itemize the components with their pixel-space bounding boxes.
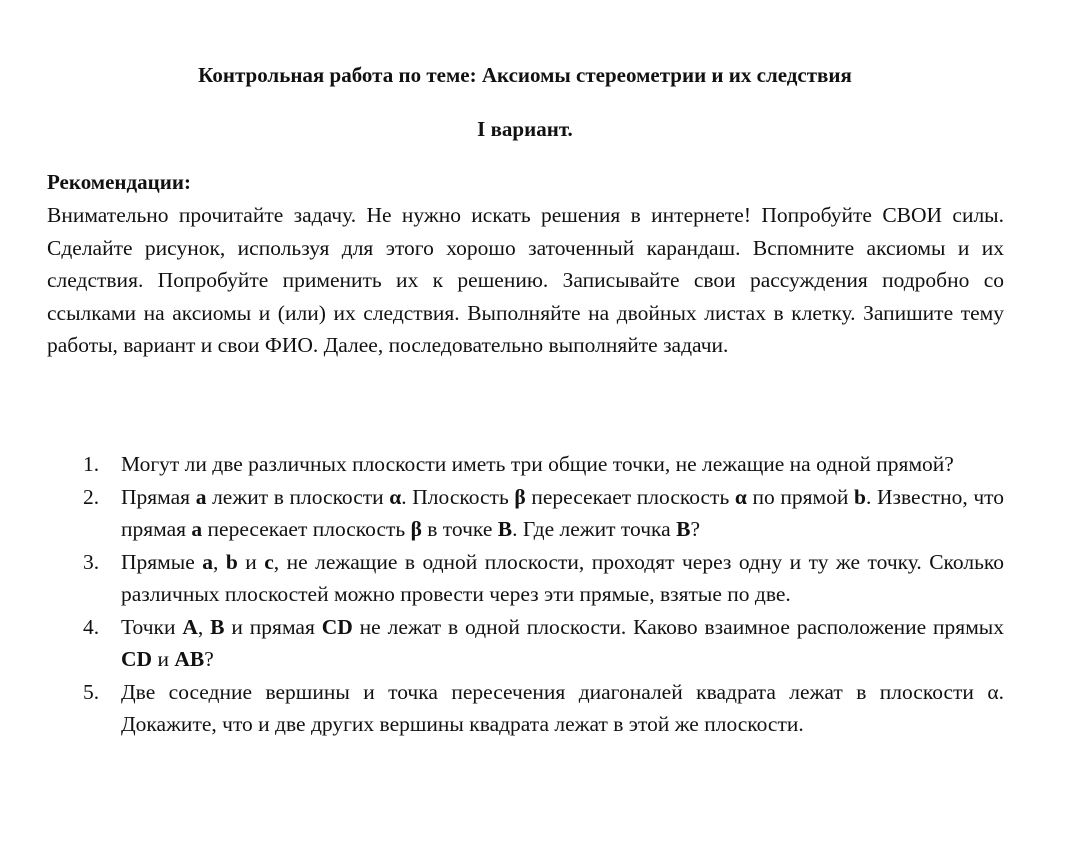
- task-list: [0, 448, 1080, 741]
- task-number: 4.: [83, 614, 100, 639]
- task-number: 5.: [83, 679, 100, 704]
- task-5: [0, 676, 1004, 741]
- task-text-segment: Прямые: [121, 549, 203, 574]
- line-name: a: [191, 517, 203, 541]
- task-number: 1.: [83, 452, 100, 476]
- task-text-segment: пересекает плоскость: [525, 484, 735, 509]
- task-1: [0, 448, 1004, 481]
- plane-name: β: [410, 517, 422, 541]
- task-text-segment: ,: [212, 549, 226, 574]
- line-name: CD: [121, 647, 153, 671]
- recommendations-heading: Рекомендации:: [47, 170, 191, 194]
- task-3: [0, 546, 1004, 611]
- line-name: AB: [174, 647, 205, 671]
- point-name: B: [676, 517, 691, 541]
- task-text: Могут ли две различных плоскости иметь три общие точки, не лежащие на одной прямой?: [121, 452, 954, 476]
- task-text-segment: . Плоскость: [401, 484, 515, 509]
- line-name: b: [854, 484, 866, 509]
- task-text-segment: ?: [204, 647, 214, 671]
- task-2: [0, 481, 1004, 546]
- plane-name: α: [389, 484, 402, 509]
- task-number: 3.: [83, 549, 100, 574]
- task-text-segment: пересекает плоскость: [202, 517, 411, 541]
- line-name: b: [225, 549, 238, 574]
- point-name: B: [497, 517, 513, 541]
- task-text-segment: лежит в плоскости: [206, 484, 390, 509]
- variant-label: I вариант.: [477, 117, 573, 141]
- task-text-segment: , не лежащие в одной плоскости, проходят через одну и ту же точку. Сколько различных плоскостей можно провести через эти прямые, взятые по две.: [121, 549, 1005, 606]
- task-text-segment: Прямая: [121, 484, 196, 509]
- point-name: A: [182, 614, 198, 639]
- task-text-segment: Точки: [121, 614, 183, 639]
- line-name: a: [202, 549, 213, 574]
- task-text-segment: не лежат в одной плоскости. Каково взаимное расположение прямых: [352, 614, 1005, 639]
- line-name: a: [195, 484, 207, 509]
- point-name: B: [210, 614, 225, 639]
- task-text-segment: ,: [197, 614, 211, 639]
- task-text-segment: и: [152, 647, 175, 671]
- task-number: 2.: [83, 484, 100, 509]
- task-text-segment: по прямой: [746, 484, 855, 509]
- task-text-segment: и прямая: [224, 614, 322, 639]
- task-text: Две соседние вершины и точка пересечения диагоналей квадрата лежат в плоскости α. Докажите, что и две других вершины квадрата лежат в этой же плоскости.: [121, 679, 1004, 736]
- task-text-segment: и: [237, 549, 265, 574]
- line-name: CD: [321, 614, 353, 639]
- recommendations-text: Внимательно прочитайте задачу. Не нужно искать решения в интернете! Попробуйте СВОИ силы. Сделайте рисунок, используя для этого хорошо заточенный карандаш. Вспомните аксиомы и их следствия. Попробуйте применить их к решению. Записывайте свои рассуждения подробно со ссылками на аксиомы и (или) их следствия. Выполняйте на двойных листах в клетку. Запишите тему работы, вариант и свои ФИО. Далее, последовательно выполняйте задачи.: [47, 203, 1004, 358]
- line-name: c: [264, 549, 274, 574]
- task-4: [0, 611, 1004, 676]
- task-text-segment: в точке: [421, 517, 498, 541]
- plane-name: β: [514, 484, 526, 509]
- task-text-segment: . Где лежит точка: [512, 517, 677, 541]
- document-title: Контрольная работа по теме: Аксиомы стереометрии и их следствия: [198, 63, 852, 87]
- task-text-segment: ?: [690, 517, 700, 541]
- plane-name: α: [734, 484, 747, 509]
- task-text-segment: . Известно, что прямая: [121, 484, 1004, 541]
